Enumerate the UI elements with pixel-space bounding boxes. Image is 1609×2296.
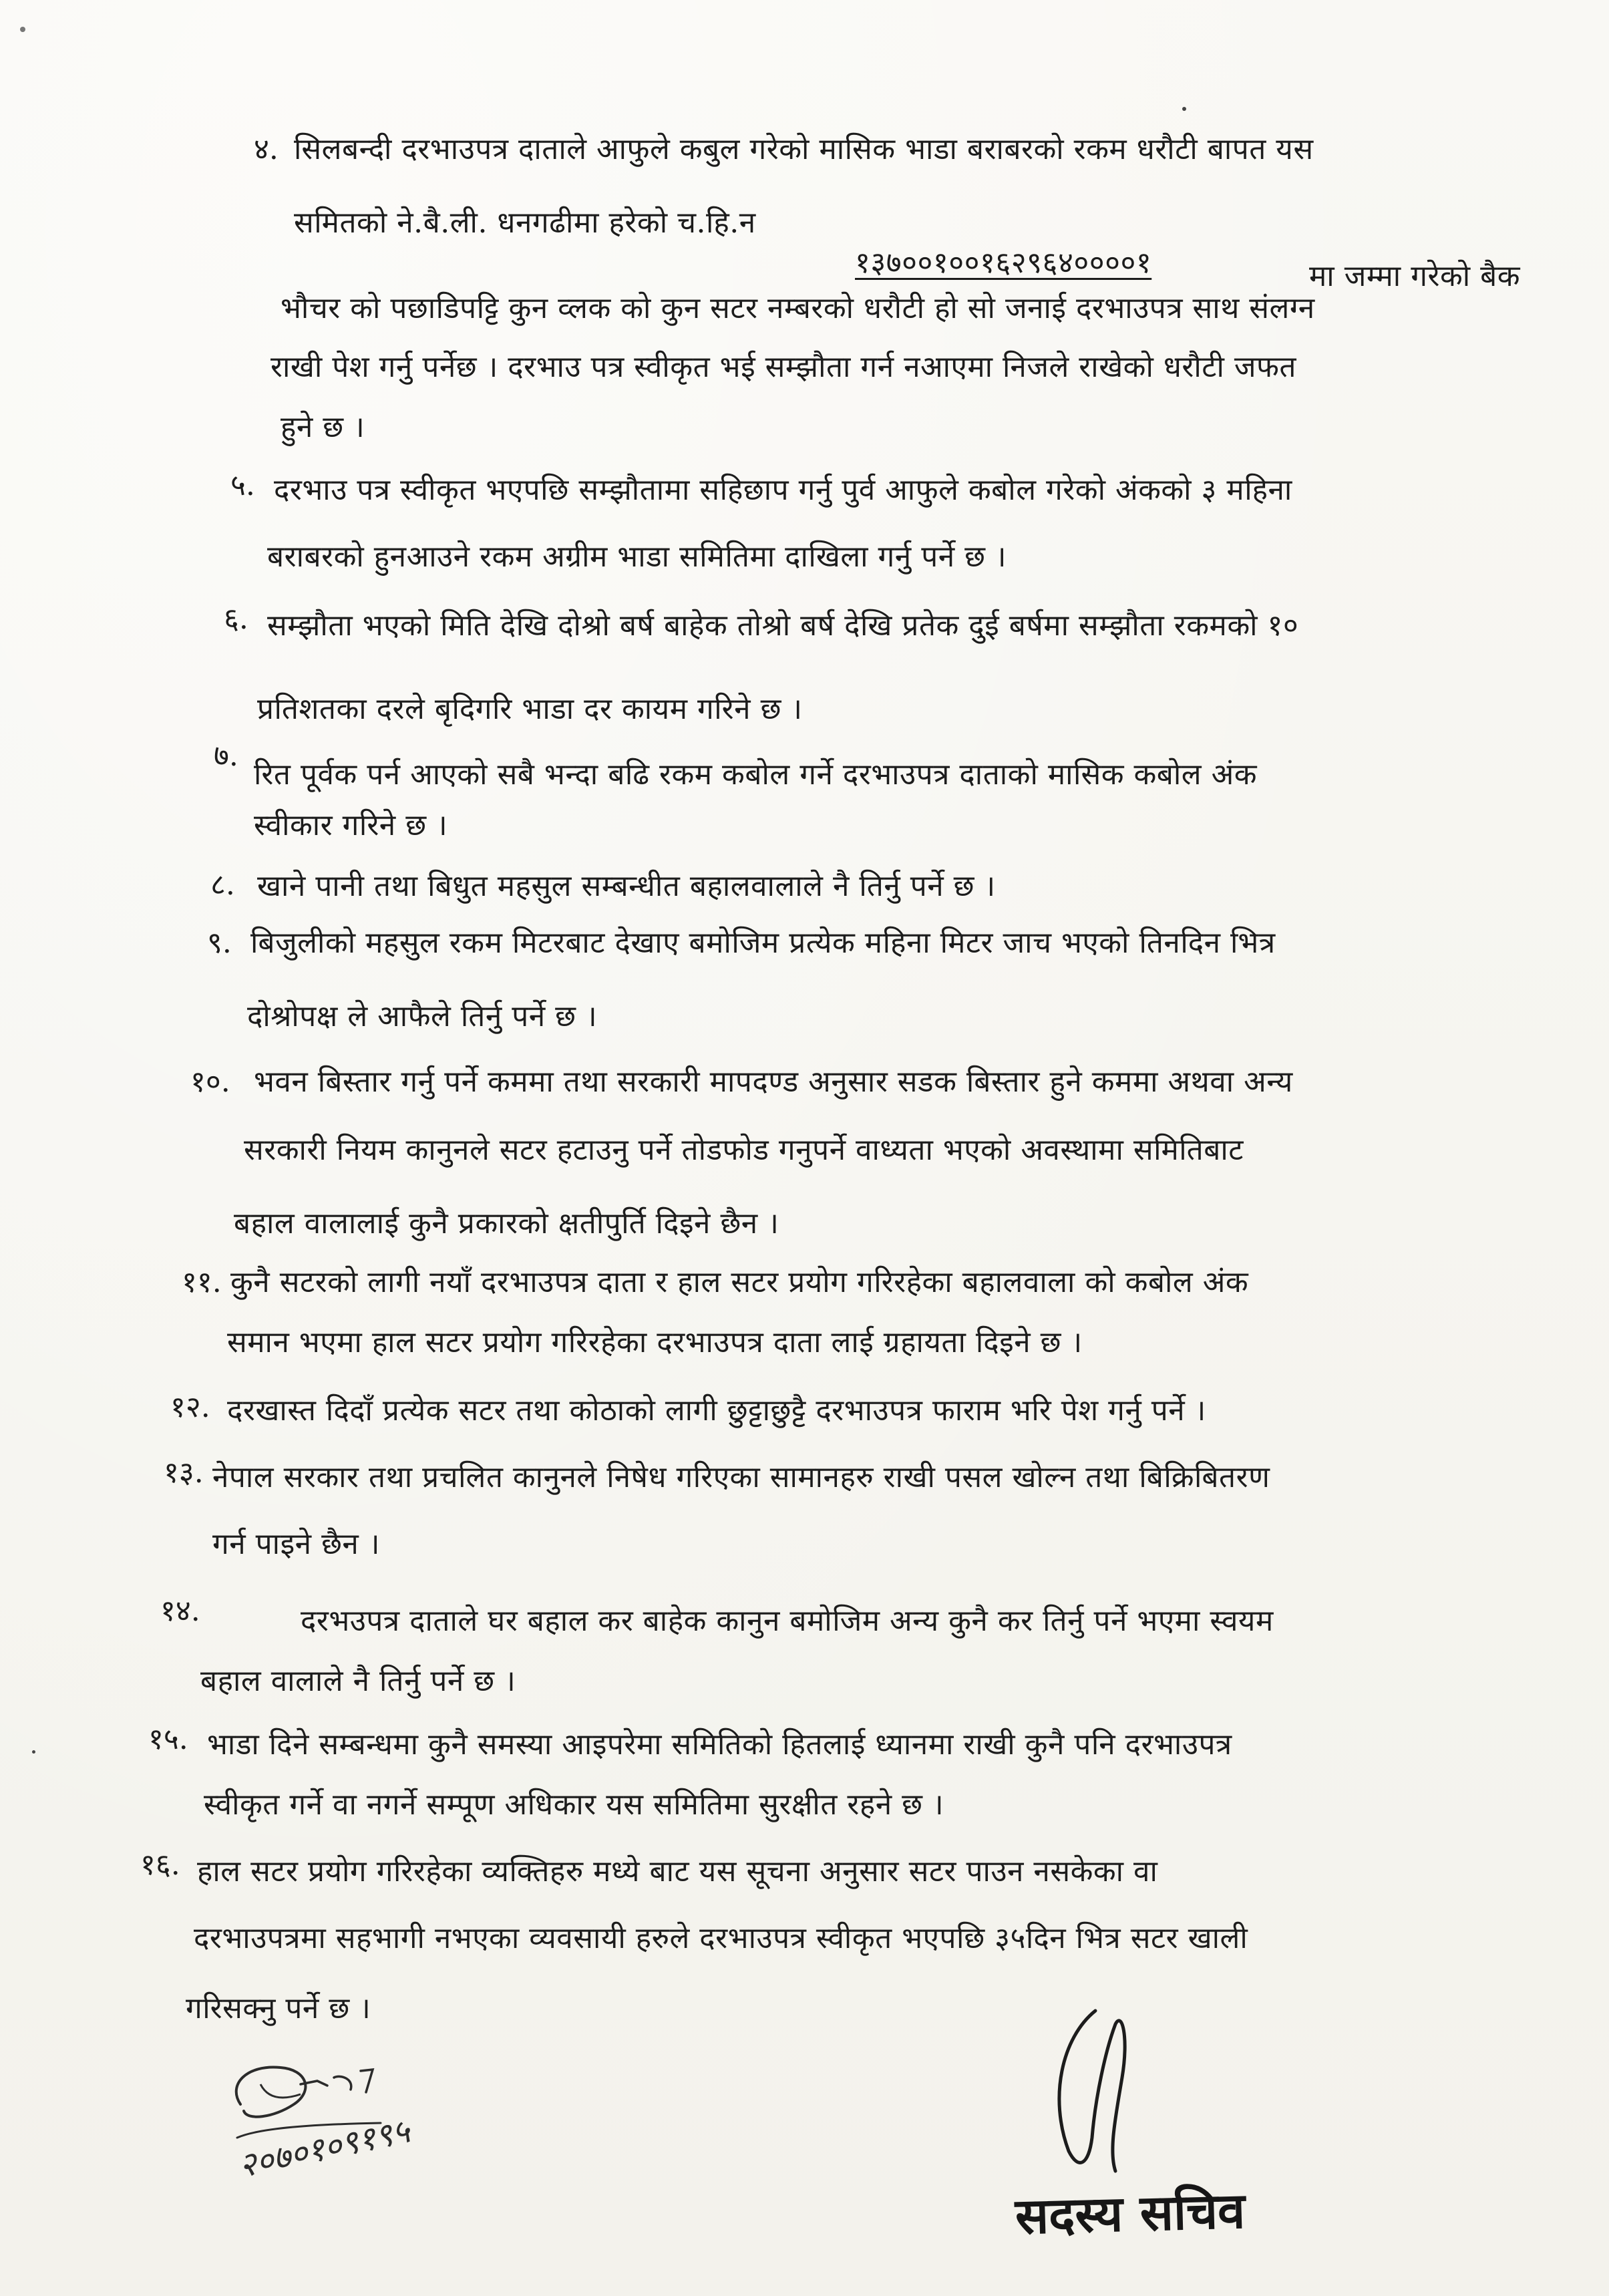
clause-line: खाने पानी तथा बिधुत महसुल सम्बन्धीत बहालवालाले नै तिर्नु पर्ने छ । (257, 869, 996, 903)
clause-number: ८. (210, 868, 235, 902)
clause-number: १५. (148, 1722, 188, 1756)
clause-number: १३. (164, 1456, 204, 1490)
clause-line: बहाल वालाले नै तिर्नु पर्ने छ । (200, 1664, 516, 1698)
clause-line: सिलबन्दी दरभाउपत्र दाताले आफुले कबुल गरेको मासिक भाडा बराबरको रकम धरौटी बापत यस (294, 132, 1314, 166)
secretary-title: सदस्य सचिव (1015, 2182, 1246, 2246)
clause-line: रित पूर्वक पर्न आएको सबै भन्दा बढि रकम कबोल गर्ने दरभाउपत्र दाताको मासिक कबोल अंक (254, 758, 1258, 792)
clause-line: सम्झौता भएको मिति देखि दोश्रो बर्ष बाहेक तोश्रो बर्ष देखि प्रतेक दुई बर्षमा सम्झौता रकमको १० (267, 609, 1299, 643)
clause-line: दरभउपत्र दाताले घर बहाल कर बाहेक कानुन बमोजिम अन्य कुनै कर तिर्नु पर्ने भएमा स्वयम (301, 1604, 1274, 1638)
clause-number: १६. (140, 1848, 180, 1882)
clause-line: नेपाल सरकार तथा प्रचलित कानुनले निषेध गरिएका सामानहरु राखी पसल खोल्न तथा बिक्रिबितरण (212, 1460, 1270, 1494)
secretary-signature (1015, 1997, 1189, 2184)
clause-line: बहाल वालालाई कुनै प्रकारको क्षतीपुर्ति दिइने छैन । (234, 1206, 779, 1241)
clause-number: १०. (190, 1065, 230, 1099)
clause-line: गर्न पाइने छैन । (212, 1527, 381, 1561)
clause-line: समितको ने.बै.ली. धनगढीमा हरेको च.हि.न (294, 206, 756, 240)
clause-line: स्वीकृत गर्ने वा नगर्ने सम्पूण अधिकार यस समितिमा सुरक्षीत रहने छ । (204, 1788, 944, 1822)
clause-line: दरभाउपत्रमा सहभागी नभएका व्यवसायी हरुले दरभाउपत्र स्वीकृत भएपछि ३५दिन भित्र सटर खाली (194, 1921, 1248, 1955)
paper-speck (32, 1750, 35, 1754)
clause-number: ७. (214, 739, 238, 773)
clause-line: भौचर को पछाडिपट्टि कुन व्लक को कुन सटर नम्बरको धरौटी हो सो जनाई दरभाउपत्र साथ संलग्न (281, 291, 1315, 325)
account-number: १३७००१००१६२९६४००००१ (855, 246, 1152, 280)
clause-line: भाडा दिने सम्बन्धमा कुनै समस्या आइपरेमा समितिको हितलाई ध्यानमा राखी कुनै पनि दरभाउपत्र (207, 1728, 1232, 1762)
clause-line: कुनै सटरको लागी नयाँ दरभाउपत्र दाता र हाल सटर प्रयोग गरिरहेका बहालवाला को कबोल अंक (230, 1265, 1249, 1299)
clause-number: ९. (207, 926, 232, 960)
clause-line: भवन बिस्तार गर्नु पर्ने कममा तथा सरकारी मापदण्ड अनुसार सडक बिस्तार हुने कममा अथवा अन्य (254, 1065, 1293, 1099)
clause-line: राखी पेश गर्नु पर्नेछ । दरभाउ पत्र स्वीकृत भई सम्झौता गर्न नआएमा निजले राखेको धरौटी जफत (271, 350, 1297, 384)
clause-line: बिजुलीको महसुल रकम मिटरबाट देखाए बमोजिम प्रत्येक महिना मिटर जाच भएको तिनदिन भित्र (250, 926, 1276, 960)
clause-number: ६. (224, 602, 248, 636)
clause-line: स्वीकार गरिने छ । (254, 808, 448, 842)
paper-speck (1182, 107, 1186, 111)
clause-number: ५. (230, 468, 255, 502)
clause-line: सरकारी नियम कानुनले सटर हटाउनु पर्ने तोडफोड गनुपर्ने वाध्यता भएको अवस्थामा समितिबाट (244, 1133, 1244, 1167)
clause-line: दरभाउ पत्र स्वीकृत भएपछि सम्झौतामा सहिछाप गर्नु पुर्व आफुले कबोल गरेको अंकको ३ महिना (274, 473, 1292, 507)
paper-speck (20, 27, 25, 32)
clause-line: दरखास्त दिदाँ प्रत्येक सटर तथा कोठाको लागी छुट्टाछुट्टै दरभाउपत्र फाराम भरि पेश गर्नु पर्ने । (227, 1393, 1206, 1428)
clause-number: ४. (254, 132, 279, 166)
clause-number: १२. (170, 1390, 210, 1424)
clause-line: मा जम्मा गरेको बैक (1309, 259, 1521, 293)
clause-line: समान भएमा हाल सटर प्रयोग गरिरहेका दरभाउपत्र दाता लाई ग्रहायता दिइने छ । (227, 1325, 1083, 1359)
clause-line: हुने छ । (281, 410, 365, 444)
signature-date: २०७०१०९१९५ (235, 2111, 413, 2186)
clause-line: गरिसक्नु पर्ने छ । (186, 1991, 371, 2025)
clause-line: दोश्रोपक्ष ले आफैले तिर्नु पर्ने छ । (247, 999, 598, 1033)
clause-line: हाल सटर प्रयोग गरिरहेका व्यक्तिहरु मध्ये बाट यस सूचना अनुसार सटर पाउन नसकेका वा (197, 1854, 1158, 1889)
clause-line: बराबरको हुनआउने रकम अग्रीम भाडा समितिमा दाखिला गर्नु पर्ने छ । (267, 540, 1007, 574)
clause-line: प्रतिशतका दरले बृदिगरि भाडा दर कायम गरिने छ । (257, 692, 803, 726)
clause-number: १४. (160, 1594, 200, 1628)
clause-number: ११. (182, 1265, 222, 1299)
